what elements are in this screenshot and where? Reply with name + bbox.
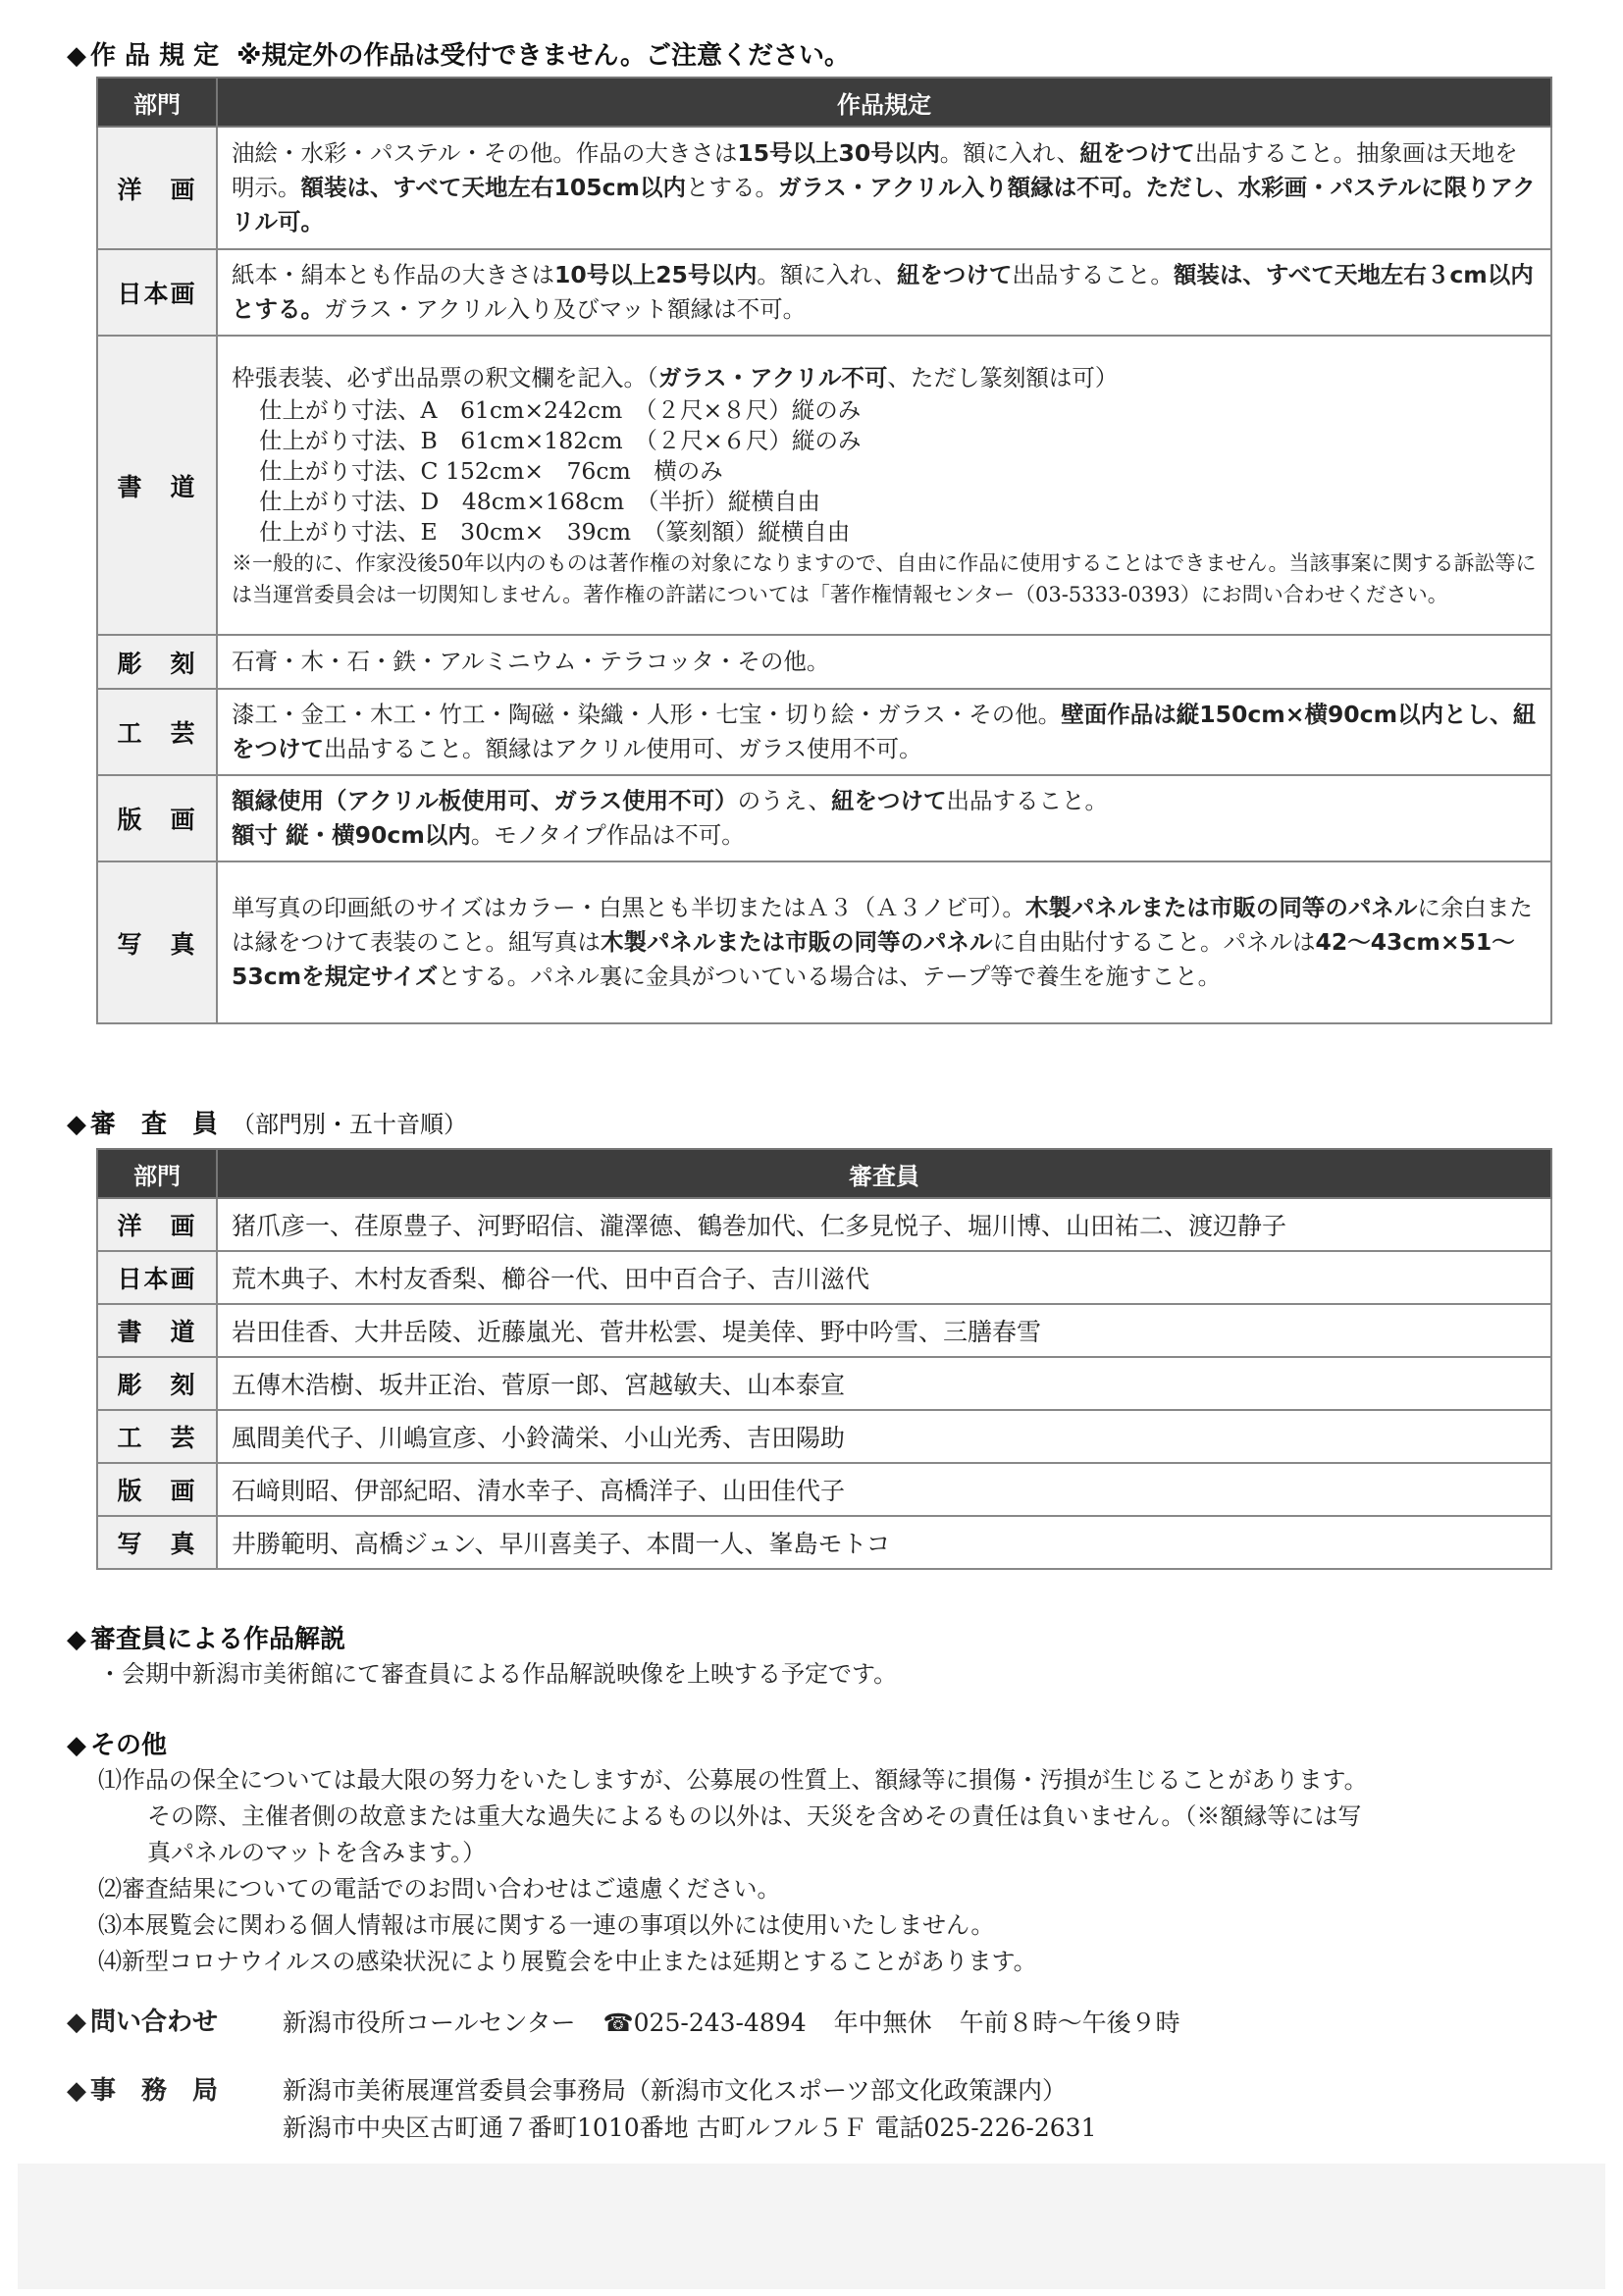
size-line: 仕上がり寸法、B 61cm×182cm （２尺×６尺）縦のみ: [259, 426, 862, 454]
diamond-icon: ◆: [67, 2008, 86, 2037]
size-line: 仕上がり寸法、A 61cm×242cm （２尺×８尺）縦のみ: [259, 395, 862, 424]
list-item: ⑵審査結果についての電話でのお問い合わせはご遠慮ください。: [98, 1875, 781, 1903]
dept-label: 版 画: [97, 775, 217, 861]
dept-label: 写 真: [97, 861, 217, 1023]
rule-text: 枠張表装、必ず出品票の釈文欄を記入。（ガラス・アクリル不可、ただし篆刻額は可） 仕上がり寸法、A 61cm×242cm （２尺×８尺）縦のみ 仕上がり寸法、B 61cm×182cm （２尺×６尺）縦のみ 仕上がり寸法、C 152cm× 76cm 横のみ 仕上がり寸法、D 48cm×168cm （半折）縦横自由 仕上がり寸法、E 30cm× 39cm （篆刻額）縦横自由 ※一般的に、作家没後50年以内のものは著作権の対象になりますので、自由に作品に使用することはできません。当該事案に関する訴訟等には当運営委員会は一切関知しません。著作権の許諾については「著作権情報センター（03-5333-0393）にお問い合わせください。: [217, 336, 1551, 635]
contact-info: [283, 2004, 1208, 2039]
diamond-icon: ◆: [67, 41, 86, 71]
rule-text: 紙本・絹本とも作品の大きさは10号以上25号以内。額に入れ、紐をつけて出品すること。額装は、すべて天地左右３cm以内とする。ガラス・アクリル入り及びマット額縁は不可。: [217, 249, 1551, 336]
judges-table: [96, 1148, 1552, 1570]
office-info: [283, 2072, 1096, 2147]
judge-row: [97, 1304, 1551, 1357]
contact-label: ◆ 問い合わせ: [67, 2008, 219, 2037]
others-title: ◆ その他: [67, 1731, 168, 1760]
diamond-icon: ◆: [67, 2076, 86, 2106]
size-line: 仕上がり寸法、C 152cm× 76cm 横のみ: [259, 456, 723, 485]
contact-hours: 午前８時～午後９時: [959, 2009, 1180, 2037]
judge-names: 五傳木浩樹、坂井正治、菅原一郎、宮越敏夫、山本泰宣: [217, 1357, 1551, 1410]
judge-names: 猪爪彦一、荏原豊子、河野昭信、瀧澤德、鶴巻加代、仁多見悦子、堀川博、山田祐二、渡辺静子: [217, 1198, 1551, 1251]
dept-label: 洋 画: [97, 1198, 217, 1251]
contact-days: 年中無休: [833, 2009, 932, 2037]
rule-row-sculpture: [97, 635, 1551, 689]
diamond-icon: ◆: [67, 1110, 86, 1139]
rule-row-western: [97, 127, 1551, 249]
dept-label: 日本画: [97, 1251, 217, 1304]
dept-label: 彫 刻: [97, 1357, 217, 1410]
judge-names: 岩田佳香、大井岳陵、近藤嵐光、菅井松雲、堤美倖、野中吟雪、三膳春雪: [217, 1304, 1551, 1357]
dept-label: 書 道: [97, 1304, 217, 1357]
judges-section-title: ◆ 審 査 員 （部門別・五十音順）: [67, 1110, 468, 1139]
dept-label: 書 道: [97, 336, 217, 635]
office-line: 新潟市美術展運営委員会事務局（新潟市文化スポーツ部文化政策課内）: [283, 2076, 1068, 2105]
judge-row: [97, 1516, 1551, 1569]
contact-phone: ☎025-243-4894: [602, 2009, 807, 2037]
commentary-title: ◆ 審査員による作品解説: [67, 1625, 346, 1654]
list-item: 真パネルのマットを含みます。）: [147, 1839, 487, 1866]
office-label: ◆ 事 務 局: [67, 2076, 219, 2106]
office-line: 新潟市中央区古町通７番町1010番地 古町ルフル５Ｆ 電話025-226-2631: [283, 2113, 1097, 2142]
rule-row-print: [97, 775, 1551, 861]
dept-label: 彫 刻: [97, 635, 217, 689]
judge-row: [97, 1357, 1551, 1410]
judge-row: [97, 1463, 1551, 1516]
rule-row-crafts: [97, 689, 1551, 775]
commentary-text: ・会期中新潟市美術館にて審査員による作品解説映像を上映する予定です。: [98, 1660, 898, 1688]
col-header-dept: 部門: [97, 78, 217, 127]
judge-names: 井勝範明、高橋ジュン、早川喜美子、本間一人、峯島モトコ: [217, 1516, 1551, 1569]
rule-row-calligraphy: [97, 336, 1551, 635]
col-header-rules: 作品規定: [217, 78, 1551, 127]
size-line: 仕上がり寸法、D 48cm×168cm （半折）縦横自由: [259, 487, 820, 515]
rule-row-japanese: [97, 249, 1551, 336]
rule-text: 単写真の印画紙のサイズはカラー・白黒とも半切またはＡ３（Ａ３ノビ可）。木製パネルまたは市販の同等のパネルに余白または縁をつけて表装のこと。組写真は木製パネルまたは市販の同等のパネルに自由貼付すること。パネルは42～43cm×51～53cmを規定サイズとする。パネル裏に金具がついている場合は、テープ等で養生を施すこと。: [217, 861, 1551, 1023]
judge-names: 荒木典子、木村友香梨、櫛谷一代、田中百合子、吉川滋代: [217, 1251, 1551, 1304]
col-header-judges: 審査員: [217, 1149, 1551, 1198]
dept-label: 版 画: [97, 1463, 217, 1516]
judge-row: [97, 1198, 1551, 1251]
judges-subtitle: （部門別・五十音順）: [232, 1111, 468, 1138]
list-item: ⑴作品の保全については最大限の努力をいたしますが、公募展の性質上、額縁等に損傷・汚損が生じることがあります。: [98, 1766, 1368, 1794]
rule-text: 油絵・水彩・パステル・その他。作品の大きさは15号以上30号以内。額に入れ、紐をつけて出品すること。抽象画は天地を明示。額装は、すべて天地左右105cm以内とする。ガラス・アクリル入り額縁は不可。ただし、水彩画・パステルに限りアクリル可。: [217, 127, 1551, 249]
rules-section-title: ◆ 作 品 規 定 ※規定外の作品は受付できません。ご注意ください。: [67, 41, 850, 71]
col-header-dept: 部門: [97, 1149, 217, 1198]
list-item: ⑶本展覧会に関わる個人情報は市展に関する一連の事項以外には使用いたしません。: [98, 1911, 995, 1939]
judge-row: [97, 1251, 1551, 1304]
rules-header-row: [97, 78, 1551, 127]
list-item: ⑷新型コロナウイルスの感染状況により展覧会を中止または延期とすることがあります。: [98, 1948, 1037, 1975]
rule-text: 額縁使用（アクリル板使用可、ガラス使用不可）のうえ、紐をつけて出品すること。 額寸 縦・横90cm以内。モノタイプ作品は不可。: [217, 775, 1551, 861]
copyright-note: ※一般的に、作家没後50年以内のものは著作権の対象になりますので、自由に作品に使用することはできません。当該事案に関する訴訟等には当運営委員会は一切関知しません。著作権の許諾については「著作権情報センター（03-5333-0393）にお問い合わせください。: [232, 550, 1537, 606]
contact-name: 新潟市役所コールセンター: [283, 2009, 576, 2037]
size-line: 仕上がり寸法、E 30cm× 39cm （篆刻額）縦横自由: [259, 517, 851, 546]
list-item: その際、主催者側の故意または重大な過失によるもの以外は、天災を含めその責任は負いません。（※額縁等には写: [147, 1802, 1362, 1830]
judge-names: 風間美代子、川嶋宣彦、小鈴満栄、小山光秀、吉田陽助: [217, 1410, 1551, 1463]
dept-label: 工 芸: [97, 689, 217, 775]
dept-label: 日本画: [97, 249, 217, 336]
rule-text: 漆工・金工・木工・竹工・陶磁・染織・人形・七宝・切り絵・ガラス・その他。壁面作品は縦150cm×横90cm以内とし、紐をつけて出品すること。額縁はアクリル使用可、ガラス使用不可。: [217, 689, 1551, 775]
diamond-icon: ◆: [67, 1625, 86, 1654]
judge-names: 石﨑則昭、伊部紀昭、清水幸子、高橋洋子、山田佳代子: [217, 1463, 1551, 1516]
judges-header-row: [97, 1149, 1551, 1198]
dept-label: 写 真: [97, 1516, 217, 1569]
rules-note: ※規定外の作品は受付できません。ご注意ください。: [236, 41, 850, 71]
diamond-icon: ◆: [67, 1731, 86, 1760]
dept-label: 工 芸: [97, 1410, 217, 1463]
scan-shadow: [18, 2164, 1605, 2289]
dept-label: 洋 画: [97, 127, 217, 249]
rules-table: [96, 77, 1552, 1024]
rule-text: 石膏・木・石・鉄・アルミニウム・テラコッタ・その他。: [217, 635, 1551, 689]
rule-row-photo: [97, 861, 1551, 1023]
judge-row: [97, 1410, 1551, 1463]
others-list: [98, 1762, 1560, 1980]
